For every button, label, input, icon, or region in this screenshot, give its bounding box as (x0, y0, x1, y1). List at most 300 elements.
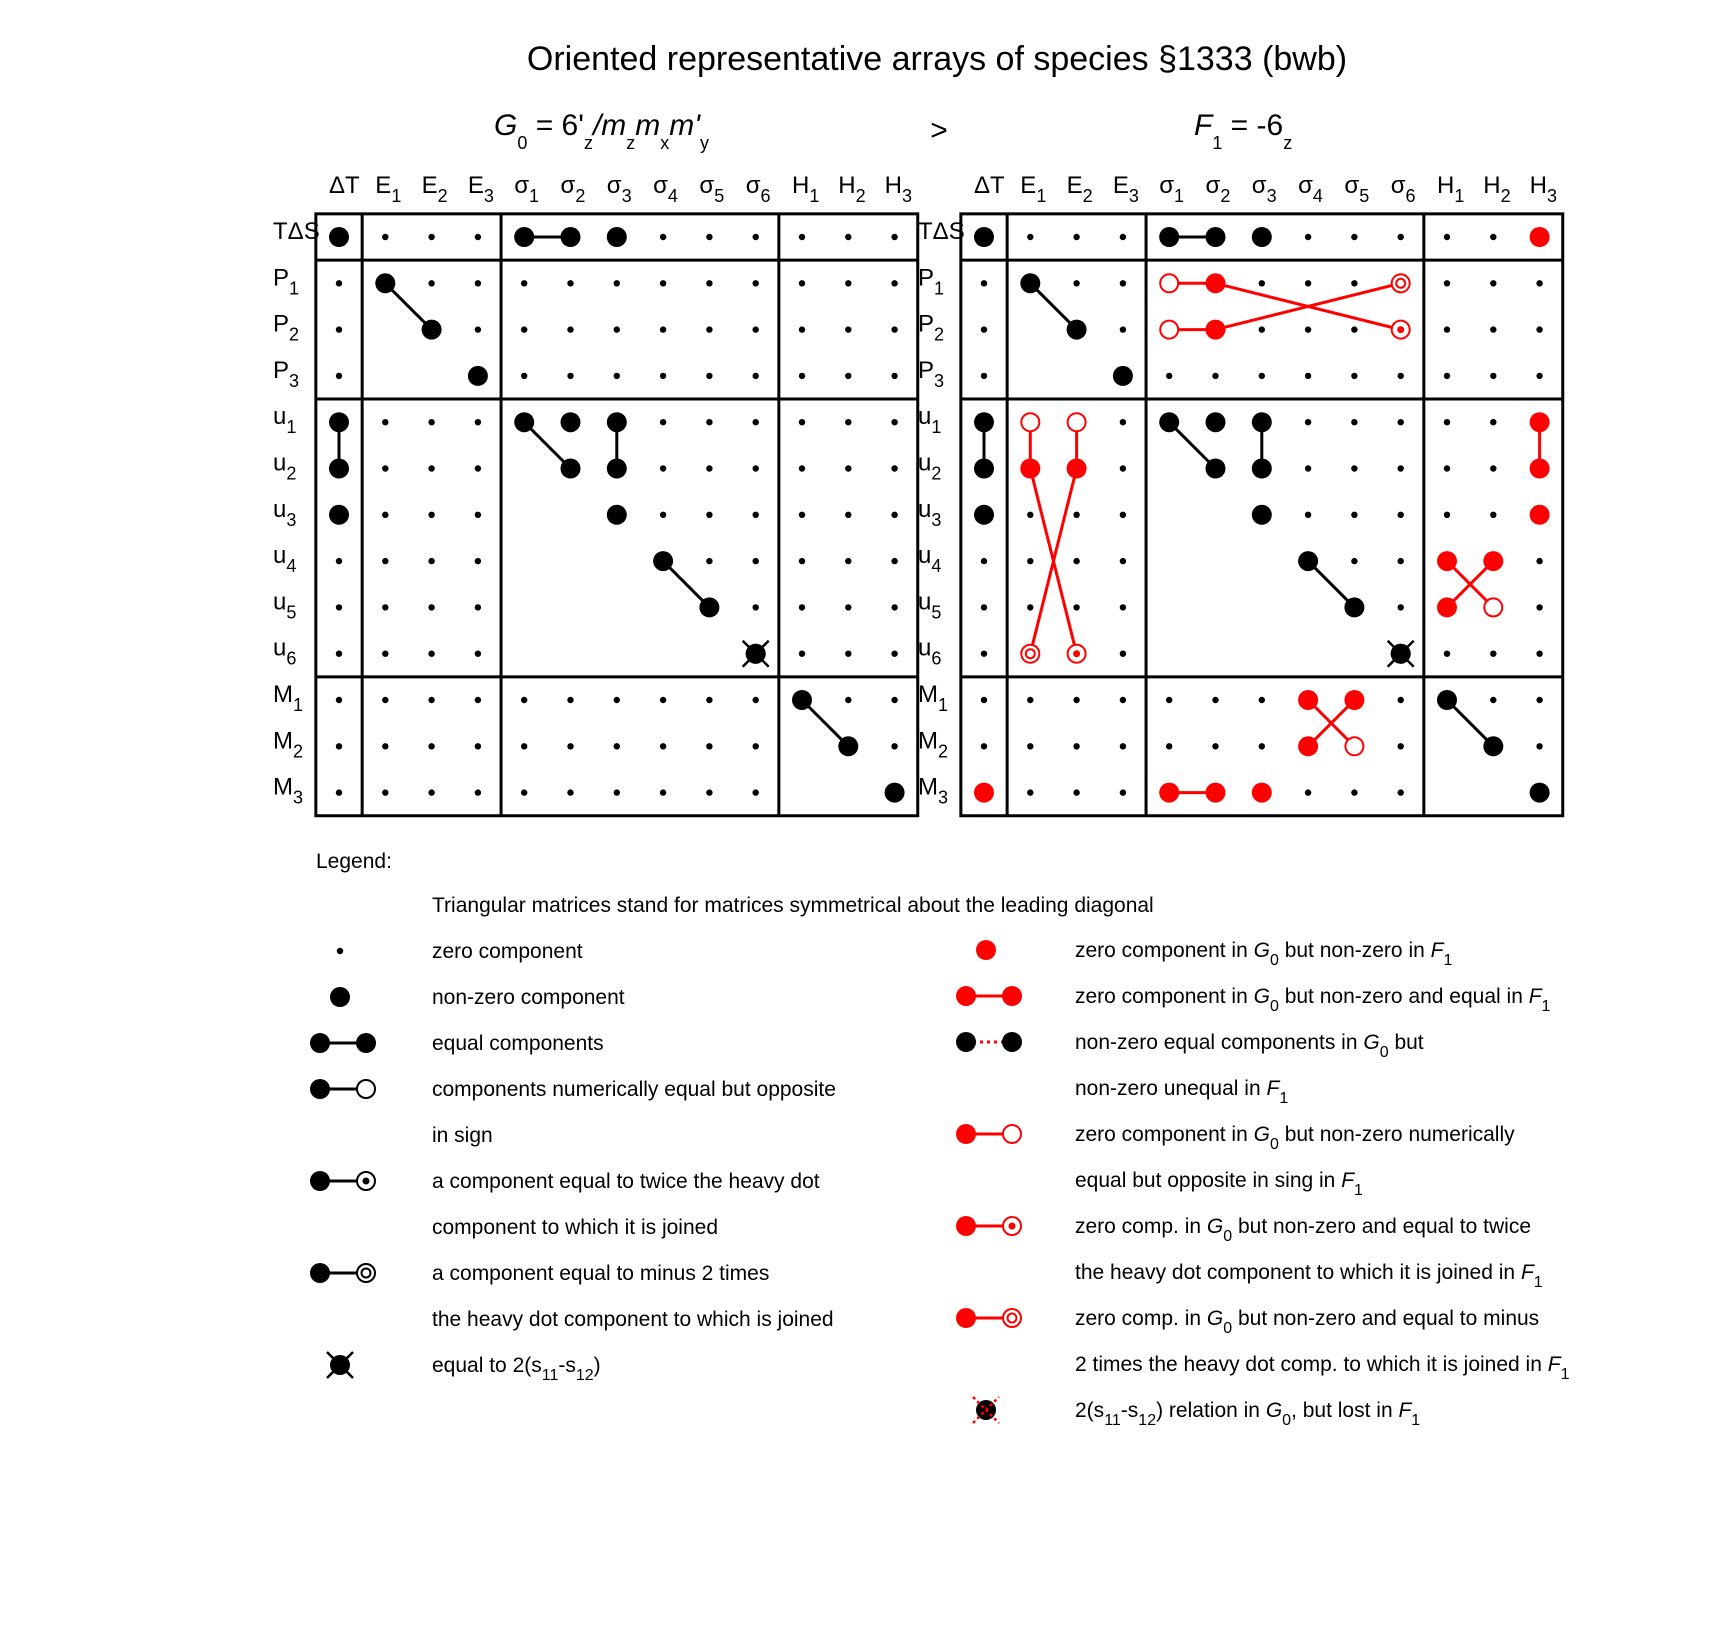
zero-dot (1444, 651, 1450, 657)
matrix-g0 (273, 172, 918, 816)
col-header-12: $H_3$ (1529, 172, 1557, 206)
zero-dot (1398, 697, 1404, 703)
zero-dot (1490, 651, 1496, 657)
zero-dot (706, 743, 712, 749)
zero-dot (614, 280, 620, 286)
zero-dot (1444, 326, 1450, 332)
row-header-10: $M_1$ (918, 681, 949, 715)
red-nonzero-dot (1530, 412, 1550, 432)
col-header-1: $E_1$ (1020, 172, 1047, 206)
zero-dot (799, 512, 805, 518)
col-header-3: $E_3$ (467, 172, 494, 206)
col-header-12: $H_3$ (884, 172, 912, 206)
zero-dot (428, 651, 434, 657)
row-header-9: $u_6$ (273, 634, 297, 669)
zero-dot (981, 280, 987, 286)
zero-dot (1351, 373, 1357, 379)
zero-dot (845, 604, 851, 610)
nonzero-dot (422, 320, 442, 340)
red-nonzero-dot (1483, 551, 1503, 571)
zero-dot (753, 373, 759, 379)
zero-dot (336, 743, 342, 749)
zero-dot (981, 743, 987, 749)
zero-dot (1398, 604, 1404, 610)
legend-link-start (956, 1124, 976, 1144)
col-header-9: $\sigma_6$ (745, 172, 771, 206)
zero-dot (1398, 465, 1404, 471)
zero-dot (1259, 280, 1265, 286)
nonzero-dot (1252, 412, 1272, 432)
zero-dot (845, 651, 851, 657)
row-header-1: $P_1$ (273, 264, 300, 299)
zero-dot (981, 604, 987, 610)
legend-left-text-1: non-zero component (432, 986, 625, 1009)
matrix-f1 (918, 172, 1563, 816)
zero-dot (981, 697, 987, 703)
zero-dot (799, 604, 805, 610)
group-heading-right (1194, 109, 1292, 153)
zero-dot (475, 651, 481, 657)
zero-dot (521, 743, 527, 749)
zero-dot (1073, 512, 1079, 518)
zero-dot (891, 651, 897, 657)
zero-dot (891, 512, 897, 518)
zero-dot (1536, 743, 1542, 749)
relation-symbol: > (930, 114, 948, 147)
zero-dot (382, 651, 388, 657)
zero-dot (428, 512, 434, 518)
row-header-12: $M_3$ (918, 773, 949, 808)
zero-dot (614, 697, 620, 703)
legend-left-text-3: components numerically equal but opposite (432, 1078, 836, 1101)
zero-dot (753, 512, 759, 518)
zero-dot (1351, 419, 1357, 425)
zero-dot (1120, 558, 1126, 564)
legend-link-end (1002, 1032, 1022, 1052)
zero-dot (1305, 512, 1311, 518)
zero-dot (753, 419, 759, 425)
nonzero-dot (1020, 273, 1040, 293)
col-header-8: $\sigma_5$ (699, 172, 725, 206)
zero-dot (845, 234, 851, 240)
zero-dot (799, 234, 805, 240)
nonzero-dot (1067, 320, 1087, 340)
row-header-1: $P_1$ (918, 264, 945, 299)
red-nonzero-dot (1159, 783, 1179, 803)
row-header-11: $M_2$ (273, 727, 304, 762)
zero-dot (891, 604, 897, 610)
legend-link-end (356, 1033, 376, 1053)
group-heading-left: $G_0 = 6'_z/m_zm_xm'_y$ (494, 109, 710, 153)
red-nonzero-dot (1206, 783, 1226, 803)
zero-dot (706, 326, 712, 332)
zero-dot (845, 280, 851, 286)
zero-dot (382, 419, 388, 425)
zero-dot (336, 326, 342, 332)
nonzero-dot (974, 227, 994, 247)
legend-right-column (956, 939, 1570, 1429)
zero-dot (567, 743, 573, 749)
legend-link-end-center (1009, 1223, 1016, 1230)
row-header-0: TΔS (273, 218, 320, 245)
zero-dot (1212, 743, 1218, 749)
nonzero-dot (1252, 459, 1272, 479)
col-header-8: $\sigma_5$ (1344, 172, 1370, 206)
nonzero-dot (974, 412, 994, 432)
zero-dot (1351, 465, 1357, 471)
row-header-6: $u_3$ (273, 495, 297, 530)
open-dot (1345, 737, 1363, 755)
zero-dot (1398, 558, 1404, 564)
zero-dot (891, 234, 897, 240)
zero-dot (1120, 604, 1126, 610)
zero-dot (1351, 280, 1357, 286)
figure-title: Oriented representative arrays of species §1333 (bwb) (526, 40, 1348, 78)
open-dot (1160, 321, 1178, 339)
zero-dot (1398, 743, 1404, 749)
zero-dot (1305, 326, 1311, 332)
zero-dot (706, 419, 712, 425)
row-header-2: $P_2$ (273, 310, 300, 345)
nonzero-dot (838, 736, 858, 756)
zero-dot (614, 326, 620, 332)
nonzero-dot (885, 783, 905, 803)
row-header-7: $u_4$ (273, 542, 297, 577)
zero-dot (1120, 326, 1126, 332)
nonzero-dot (607, 505, 627, 525)
open-dot (1160, 274, 1178, 292)
col-header-6: $\sigma_3$ (606, 172, 632, 206)
zero-dot (1305, 419, 1311, 425)
legend-link-start (956, 1308, 976, 1328)
nonzero-dot (1206, 412, 1226, 432)
legend-right-text-2: non-zero unequal in $F_1$ (1075, 1077, 1289, 1107)
legend-link-start (956, 1032, 976, 1052)
open-dot (1068, 413, 1086, 431)
zero-dot (1166, 373, 1172, 379)
zero-dot (1490, 419, 1496, 425)
col-header-5: $\sigma_2$ (560, 172, 586, 206)
nonzero-dot (1113, 366, 1133, 386)
zero-dot (1073, 280, 1079, 286)
nonzero-dot (329, 412, 349, 432)
zero-dot (753, 465, 759, 471)
zero-dot (799, 326, 805, 332)
zero-dot (706, 558, 712, 564)
zero-dot (475, 743, 481, 749)
zero-dot (706, 512, 712, 518)
zero-dot (521, 280, 527, 286)
red-nonzero-dot (1530, 227, 1550, 247)
col-header-7: $\sigma_4$ (653, 172, 678, 206)
zero-dot (1027, 234, 1033, 240)
double-ring (1392, 274, 1410, 292)
zero-dot (336, 651, 342, 657)
zero-dot (475, 234, 481, 240)
zero-dot (845, 419, 851, 425)
zero-dot (567, 326, 573, 332)
legend-left-text-5: the heavy dot component to which is joined (432, 1308, 834, 1331)
red-nonzero-dot (1252, 783, 1272, 803)
group-heading-left (494, 109, 709, 153)
zero-dot (475, 604, 481, 610)
legend-link-start (956, 1216, 976, 1236)
zero-dot (1120, 512, 1126, 518)
legend-left-text-3: in sign (432, 1124, 493, 1147)
zero-dot (1027, 558, 1033, 564)
legend-left-text-4: a component equal to twice the heavy dot (432, 1170, 820, 1193)
legend-heading: Legend: (316, 850, 392, 873)
zero-dot (1027, 512, 1033, 518)
zero-dot (567, 373, 573, 379)
nonzero-dot (514, 227, 534, 247)
zero-dot (1536, 558, 1542, 564)
legend-right-text-3: equal but opposite in sing in $F_1$ (1075, 1169, 1363, 1199)
zero-dot (1259, 743, 1265, 749)
zero-dot (660, 789, 666, 795)
red-nonzero-dot (1530, 459, 1550, 479)
legend-right-text-3: zero component in $G_0$ but non-zero numerically (1075, 1123, 1515, 1153)
zero-dot (1398, 234, 1404, 240)
zero-dot (1490, 373, 1496, 379)
open-dot (1021, 413, 1039, 431)
zero-dot (1073, 697, 1079, 703)
legend-right-text-1: zero component in $G_0$ but non-zero and equal in $F_1$ (1075, 985, 1551, 1015)
zero-dot (891, 697, 897, 703)
zero-dot (1073, 558, 1079, 564)
col-header-10: $H_1$ (1437, 172, 1465, 206)
legend-right-text-4: zero comp. in $G_0$ but non-zero and equal to twice (1075, 1215, 1532, 1245)
zero-dot (336, 604, 342, 610)
zero-dot (382, 697, 388, 703)
nonzero-dot (792, 690, 812, 710)
legend-right-text-6: $2(s_{11}-s_{12})$ relation in $G_0$, but lost in $F_1$ (1075, 1399, 1421, 1429)
col-header-7: $\sigma_4$ (1298, 172, 1323, 206)
zero-dot (1120, 465, 1126, 471)
row-header-11: $M_2$ (918, 727, 949, 762)
zero-dot (1120, 234, 1126, 240)
zero-dot (891, 280, 897, 286)
col-header-3: $E_3$ (1112, 172, 1139, 206)
zero-dot (1305, 789, 1311, 795)
zero-dot (475, 326, 481, 332)
zero-dot (1398, 512, 1404, 518)
legend-right-text-2: non-zero equal components in $G_0$ but (1075, 1031, 1424, 1061)
zero-dot (891, 558, 897, 564)
col-header-0: ΔT (974, 172, 1005, 199)
legend-link-start (310, 1171, 330, 1191)
zero-dot (1073, 789, 1079, 795)
col-header-4: $\sigma_1$ (514, 172, 540, 206)
group-heading-right: $F_1 = -6_z$ (1194, 109, 1293, 153)
dot-ring-center (1397, 326, 1404, 333)
zero-dot (1444, 280, 1450, 286)
col-header-10: $H_1$ (792, 172, 820, 206)
zero-dot (1444, 234, 1450, 240)
nonzero-dot (329, 227, 349, 247)
red-nonzero-dot (1298, 736, 1318, 756)
zero-dot (1027, 789, 1033, 795)
zero-dot (1536, 373, 1542, 379)
nonzero-dot (329, 459, 349, 479)
col-header-1: $E_1$ (375, 172, 402, 206)
nonzero-dot (561, 227, 581, 247)
zero-dot (1305, 465, 1311, 471)
zero-dot (1259, 697, 1265, 703)
legend-left-text-2: equal components (432, 1032, 604, 1055)
zero-dot (660, 697, 666, 703)
zero-dot (660, 743, 666, 749)
legend-link-end-center (363, 1178, 370, 1185)
zero-dot (753, 604, 759, 610)
zero-dot (799, 651, 805, 657)
zero-dot (428, 697, 434, 703)
red-nonzero-dot (1437, 551, 1457, 571)
zero-dot (660, 234, 666, 240)
legend-right-text-5: 2 times the heavy dot comp. to which it is joined in $F_1$ (1075, 1353, 1570, 1383)
legend-link-end (1003, 1125, 1021, 1143)
legend-link-end (357, 1080, 375, 1098)
zero-dot (475, 789, 481, 795)
open-dot (1484, 598, 1502, 616)
zero-dot (567, 280, 573, 286)
zero-dot (891, 419, 897, 425)
nonzero-dot (1206, 227, 1226, 247)
zero-dot (660, 419, 666, 425)
nonzero-dot (1252, 227, 1272, 247)
zero-dot (981, 651, 987, 657)
zero-dot (706, 280, 712, 286)
legend-left-text-0: zero component (432, 940, 583, 963)
zero-dot (521, 326, 527, 332)
row-header-3: $P_3$ (918, 356, 945, 391)
row-header-8: $u_5$ (918, 588, 942, 623)
col-header-2: $E_2$ (1066, 172, 1093, 206)
zero-dot (1444, 373, 1450, 379)
zero-dot (475, 280, 481, 286)
zero-dot (706, 373, 712, 379)
row-header-10: $M_1$ (273, 681, 304, 715)
zero-dot (382, 234, 388, 240)
zero-dot (981, 326, 987, 332)
nonzero-dot (329, 505, 349, 525)
zero-dot (845, 373, 851, 379)
nonzero-dot (1437, 690, 1457, 710)
zero-dot (660, 373, 666, 379)
nonzero-dot (1483, 736, 1503, 756)
zero-dot (1536, 280, 1542, 286)
zero-dot (1120, 419, 1126, 425)
red-nonzero-dot (1206, 273, 1226, 293)
zero-dot (1073, 604, 1079, 610)
zero-dot (845, 697, 851, 703)
zero-dot (382, 789, 388, 795)
zero-dot (1351, 512, 1357, 518)
zero-dot (660, 465, 666, 471)
zero-dot (1027, 604, 1033, 610)
zero-dot (753, 789, 759, 795)
zero-dot (1166, 743, 1172, 749)
zero-dot (382, 558, 388, 564)
legend (310, 850, 1570, 1429)
zero-dot (428, 465, 434, 471)
row-header-9: $u_6$ (918, 634, 942, 669)
zero-dot (1398, 419, 1404, 425)
zero-dot (475, 558, 481, 564)
red-nonzero-dot (1298, 690, 1318, 710)
row-header-5: $u_2$ (918, 449, 942, 484)
zero-dot (475, 697, 481, 703)
zero-dot (428, 234, 434, 240)
zero-dot (428, 743, 434, 749)
legend-left-column (310, 940, 836, 1384)
zero-dot (336, 697, 342, 703)
zero-dot (660, 512, 666, 518)
zero-dot (1398, 789, 1404, 795)
zero-dot (706, 234, 712, 240)
zero-dot (706, 697, 712, 703)
nonzero-dot (974, 459, 994, 479)
zero-dot (382, 743, 388, 749)
legend-link-end (1002, 986, 1022, 1006)
legend-right-text-5: zero comp. in $G_0$ but non-zero and equal to minus (1075, 1307, 1540, 1337)
zero-dot (614, 743, 620, 749)
legend-link-start (956, 986, 976, 1006)
red-nonzero-dot (1206, 320, 1226, 340)
nonzero-dot (375, 273, 395, 293)
legend-left-text-6: equal to $2(s_{11}-s_{12})$ (432, 1354, 601, 1384)
zero-dot (1490, 280, 1496, 286)
zero-dot (660, 326, 666, 332)
zero-dot (336, 373, 342, 379)
zero-dot (382, 465, 388, 471)
zero-dot (753, 697, 759, 703)
legend-link-end (357, 1264, 375, 1282)
zero-dot (428, 280, 434, 286)
row-header-5: $u_2$ (273, 449, 297, 484)
nonzero-dot (653, 551, 673, 571)
legend-left-text-5: a component equal to minus 2 times (432, 1262, 770, 1285)
zero-dot (1212, 697, 1218, 703)
col-header-9: $\sigma_6$ (1390, 172, 1416, 206)
zero-dot (1259, 373, 1265, 379)
double-ring (1021, 645, 1039, 663)
zero-dot (1536, 697, 1542, 703)
nonzero-dot (561, 412, 581, 432)
zero-dot (753, 280, 759, 286)
zero-dot (891, 743, 897, 749)
zero-dot (891, 373, 897, 379)
zero-dot (1490, 512, 1496, 518)
zero-dot (1536, 651, 1542, 657)
zero-dot (981, 373, 987, 379)
zero-dot (753, 558, 759, 564)
zero-dot (799, 558, 805, 564)
legend-link-start (310, 1263, 330, 1283)
nonzero-dot (1344, 597, 1364, 617)
legend-right-text-4: the heavy dot component to which it is joined in $F_1$ (1075, 1261, 1543, 1291)
nonzero-dot (607, 227, 627, 247)
zero-dot (1120, 697, 1126, 703)
legend-link-start (310, 1079, 330, 1099)
zero-dot (1351, 234, 1357, 240)
zero-dot (475, 465, 481, 471)
zero-dot (799, 465, 805, 471)
zero-dot (1490, 697, 1496, 703)
zero-dot (1444, 419, 1450, 425)
zero-dot (614, 373, 620, 379)
zero-dot (799, 280, 805, 286)
